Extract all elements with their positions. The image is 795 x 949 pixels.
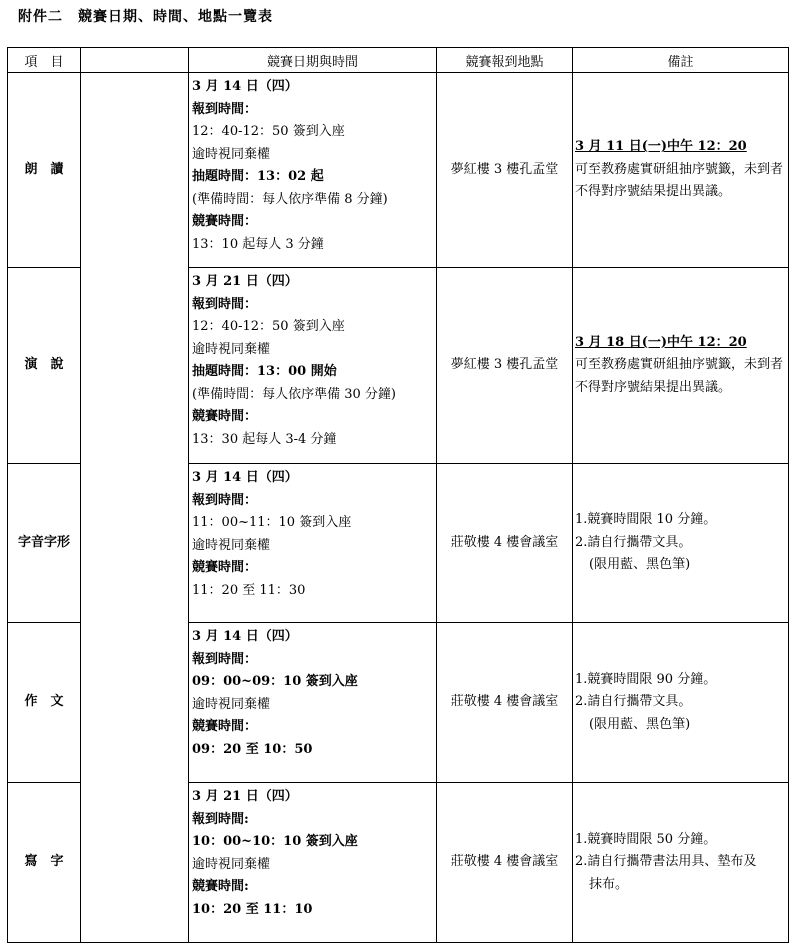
note-cell — [573, 73, 789, 268]
schedule-line: 09：20 至 10：50 — [192, 741, 313, 757]
schedule-cell — [189, 268, 437, 464]
blank-cell — [81, 268, 189, 464]
schedule-line: 10：20 至 11：10 — [192, 901, 313, 917]
blank-cell — [81, 783, 189, 943]
venue-cell: 莊敬樓 4 樓會議室 — [437, 623, 573, 783]
note-cell — [573, 783, 789, 943]
table-row — [8, 783, 789, 943]
note-cell — [573, 623, 789, 783]
note-line: (限用藍、黑色筆) — [589, 557, 691, 573]
schedule-line: 競賽時間： — [192, 719, 258, 734]
note-cell — [573, 268, 789, 464]
schedule-line: 報到時間： — [192, 651, 258, 667]
note-line: 可至教務處實研組抽序號籤，未到者不得對序號結果提出異議。 — [575, 161, 784, 200]
header-item: 項 目 — [8, 48, 81, 73]
table-row — [8, 268, 789, 464]
schedule-line: 逾時視同棄權 — [192, 341, 271, 357]
competition-item: 字音字形 — [8, 464, 81, 623]
note-line: 抹布。 — [589, 876, 629, 892]
competition-item: 作 文 — [8, 623, 81, 783]
note-line: 2.請自行攜帶文具。 — [575, 534, 692, 550]
document-title: 附件二 競賽日期、時間、地點一覽表 — [18, 9, 273, 25]
draw-deadline: 3 月 11 日(一)中午 12：20 — [575, 139, 747, 155]
schedule-line: 13：30 起每人 3-4 分鐘 — [192, 431, 337, 447]
schedule-line: 抽題時間：13：00 開始 — [192, 364, 337, 379]
schedule-line: 11：00~11：10 簽到入座 — [192, 515, 352, 530]
schedule-line: 競賽時間： — [192, 560, 258, 575]
schedule-line: 逾時視同棄權 — [192, 146, 271, 162]
header-note: 備註 — [573, 48, 789, 73]
schedule-line: 12：40-12：50 簽到入座 — [192, 124, 345, 139]
schedule-line: (準備時間：每人依序準備 8 分鐘) — [192, 191, 388, 207]
schedule-line: 報到時間： — [192, 492, 258, 508]
table-row — [8, 464, 789, 623]
note-line: 1.競賽時間限 50 分鐘。 — [575, 831, 717, 847]
schedule-line: 逾時視同棄權 — [192, 696, 271, 712]
schedule-line: 3 月 14 日（四） — [192, 470, 298, 485]
header-datetime: 競賽日期與時間 — [189, 48, 437, 73]
schedule-line: 3 月 21 日（四） — [192, 789, 298, 804]
note-line: 2.請自行攜帶書法用具、墊布及 — [575, 854, 757, 870]
schedule-line: 競賽時間： — [192, 409, 258, 424]
venue-cell: 夢紅樓 3 樓孔孟堂 — [437, 73, 573, 268]
schedule-line: 13：10 起每人 3 分鐘 — [192, 236, 324, 252]
schedule-line: 12：40-12：50 簽到入座 — [192, 319, 345, 334]
schedule-line: 逾時視同棄權 — [192, 537, 271, 553]
schedule-line: 報到時間： — [192, 101, 258, 117]
blank-cell — [81, 73, 189, 268]
note-line: 2.請自行攜帶文具。 — [575, 694, 692, 710]
note-line: (限用藍、黑色筆) — [589, 716, 691, 732]
schedule-cell — [189, 623, 437, 783]
competition-item: 演 說 — [8, 268, 81, 464]
header-blank — [81, 48, 189, 73]
venue-cell: 莊敬樓 4 樓會議室 — [437, 783, 573, 943]
schedule-line: 報到時間： — [192, 296, 258, 312]
note-cell — [573, 464, 789, 623]
header-venue: 競賽報到地點 — [437, 48, 573, 73]
note-line: 1.競賽時間限 10 分鐘。 — [575, 512, 717, 528]
schedule-line: 逾時視同棄權 — [192, 856, 271, 872]
venue-cell: 夢紅樓 3 樓孔孟堂 — [437, 268, 573, 464]
schedule-line: 競賽時間: — [192, 879, 249, 894]
schedule-line: 11：20 至 11：30 — [192, 582, 306, 598]
competition-item: 寫 字 — [8, 783, 81, 943]
table-body — [8, 73, 789, 943]
schedule-line: 報到時間: — [192, 811, 249, 827]
competition-item: 朗 讀 — [8, 73, 81, 268]
note-line: 可至教務處實研組抽序號籤，未到者不得對序號結果提出異議。 — [575, 357, 784, 395]
schedule-line: 3 月 14 日（四） — [192, 629, 298, 644]
schedule-cell — [189, 73, 437, 268]
schedule-line: 10：00~10：10 簽到入座 — [192, 834, 358, 849]
venue-cell: 莊敬樓 4 樓會議室 — [437, 464, 573, 623]
blank-cell — [81, 464, 189, 623]
draw-deadline: 3 月 18 日(一)中午 12：20 — [575, 334, 747, 350]
table-row — [8, 623, 789, 783]
schedule-line: (準備時間：每人依序準備 30 分鐘) — [192, 386, 396, 402]
schedule-cell — [189, 783, 437, 943]
schedule-line: 09：00~09：10 簽到入座 — [192, 674, 358, 689]
schedule-line: 3 月 14 日（四） — [192, 79, 298, 94]
table-header-row — [8, 48, 789, 73]
table-row — [8, 73, 789, 268]
schedule-line: 競賽時間： — [192, 214, 258, 229]
schedule-line: 抽題時間：13：02 起 — [192, 169, 324, 184]
blank-cell — [81, 623, 189, 783]
schedule-cell — [189, 464, 437, 623]
schedule-line: 3 月 21 日（四） — [192, 274, 298, 289]
competition-schedule-table — [7, 47, 789, 943]
note-line: 1.競賽時間限 90 分鐘。 — [575, 671, 717, 687]
